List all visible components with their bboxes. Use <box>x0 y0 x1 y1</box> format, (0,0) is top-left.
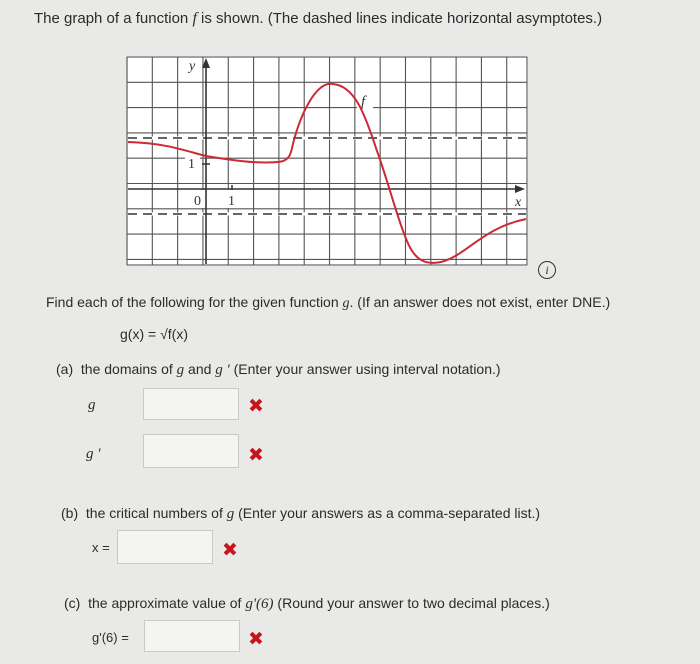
part-a-label: (a) <box>56 361 74 377</box>
instructions <box>46 294 610 312</box>
part-a-var-g: g <box>176 362 185 378</box>
gprime-6-input[interactable] <box>144 620 240 652</box>
function-graph <box>126 56 528 266</box>
part-a-text-after: (Enter your answer using interval notation.) <box>229 361 501 377</box>
part-b-var: g <box>226 506 235 522</box>
x-axis-label: x <box>515 195 522 210</box>
part-c-label: (c) <box>64 595 81 611</box>
curve-label: f <box>361 94 366 110</box>
part-a-prompt <box>56 361 501 379</box>
wrong-answer-icon: ✖ <box>248 445 264 466</box>
y-tick-label: 1 <box>188 157 195 172</box>
part-c-prompt <box>64 595 550 613</box>
formula-g <box>120 326 188 342</box>
problem-statement <box>34 10 602 28</box>
square-root-icon: √ <box>160 326 168 342</box>
gprime-6-label: g'(6) = <box>92 630 129 645</box>
part-b-text-before: the critical numbers of <box>85 505 227 521</box>
wrong-answer-icon: ✖ <box>248 629 264 650</box>
x-tick-label: 1 <box>228 194 235 209</box>
info-icon[interactable] <box>538 261 556 279</box>
part-a-text-before: the domains of <box>80 361 177 377</box>
part-b-label: (b) <box>61 505 79 521</box>
wrong-answer-icon: ✖ <box>248 396 264 417</box>
critical-numbers-input[interactable] <box>117 530 213 564</box>
critical-numbers-label: x = <box>92 540 110 555</box>
domain-g-input[interactable] <box>143 388 239 420</box>
domain-gprime-label: g ' <box>86 446 101 462</box>
part-a-var-gprime: g ' <box>215 362 230 378</box>
wrong-answer-icon: ✖ <box>222 540 238 561</box>
info-icon-glyph: i <box>545 262 549 277</box>
intro-function-name: f <box>192 10 197 27</box>
instructions-var: g <box>342 296 350 311</box>
formula-lhs: g(x) = <box>120 326 161 342</box>
origin-label: 0 <box>194 194 201 209</box>
part-c-text-after: (Round your answer to two decimal places.) <box>273 595 550 611</box>
part-a-text-mid: and <box>184 361 216 377</box>
part-b-prompt <box>61 505 540 523</box>
instructions-text-before: Find each of the following for the given function <box>46 294 343 310</box>
intro-text-after: is shown. (The dashed lines indicate horizontal asymptotes.) <box>196 10 603 27</box>
intro-text-before: The graph of a function <box>34 10 193 27</box>
part-b-text-after: (Enter your answers as a comma-separated list.) <box>234 505 541 521</box>
domain-gprime-input[interactable] <box>143 434 239 468</box>
part-c-expr: g'(6) <box>245 596 274 612</box>
part-c-text-before: the approximate value of <box>88 595 246 611</box>
formula-radicand: f(x) <box>167 326 188 342</box>
instructions-text-after: . (If an answer does not exist, enter DNE.) <box>349 294 611 310</box>
y-axis-label: y <box>189 59 196 74</box>
domain-g-label: g <box>88 397 96 413</box>
